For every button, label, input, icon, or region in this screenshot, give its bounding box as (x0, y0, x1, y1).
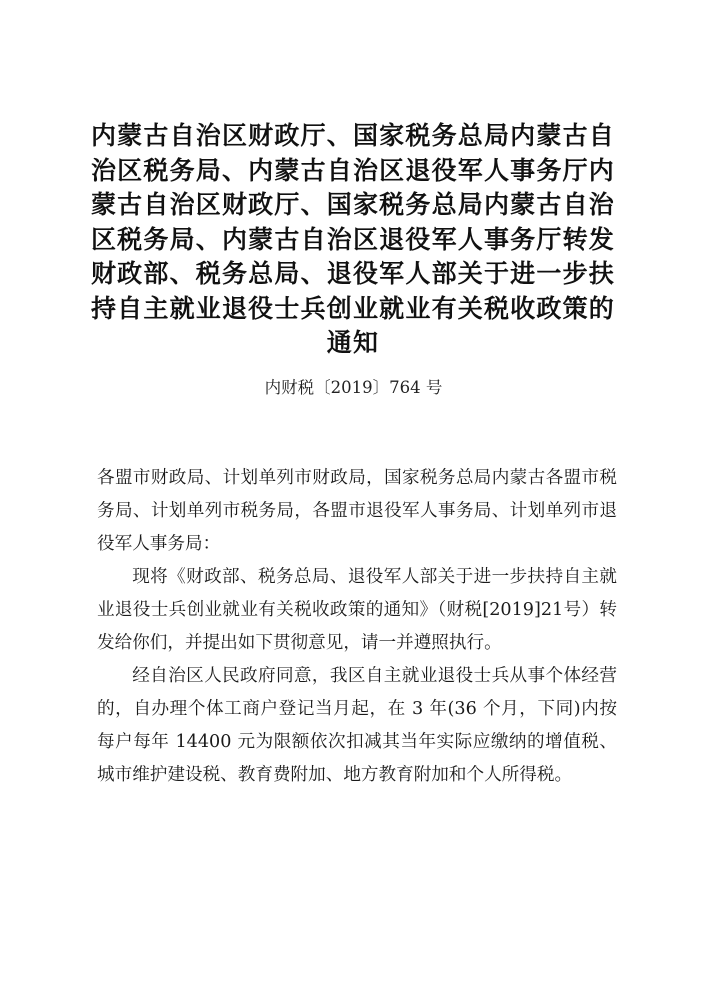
document-body (97, 462, 617, 792)
addressee-paragraph: 各盟市财政局、计划单列市财政局，国家税务总局内蒙古各盟市税务局、计划单列市税务局，各盟市退役军人事务局、计划单列市退役军人事务局： (97, 468, 617, 554)
document-title: 内蒙古自治区财政厅、国家税务总局内蒙古自治区税务局、内蒙古自治区退役军人事务厅内蒙古自治区财政厅、国家税务总局内蒙古自治区税务局、内蒙古自治区退役军人事务厅转发财政部、税务总局、退役军人部关于进一步扶持自主就业退役士兵创业就业有关税收政策的通知 (90, 121, 615, 357)
body-paragraph-2: 经自治区人民政府同意，我区自主就业退役士兵从事个体经营的，自办理个体工商户登记当月起，在 3 年(36 个月，下同)内按每户每年 14400 元为限额依次扣减其当年实际应缴纳的增值税、城市维护建设税、教育费附加、地方教育附加和个人所得税。 (97, 666, 617, 785)
document-number: 内财税〔2019〕764 号 (264, 378, 443, 397)
body-paragraph-1: 现将《财政部、税务总局、退役军人部关于进一步扶持自主就业退役士兵创业就业有关税收政策的通知》（财税[2019]21号）转发给你们，并提出如下贯彻意见，请一并遵照执行。 (97, 567, 617, 653)
